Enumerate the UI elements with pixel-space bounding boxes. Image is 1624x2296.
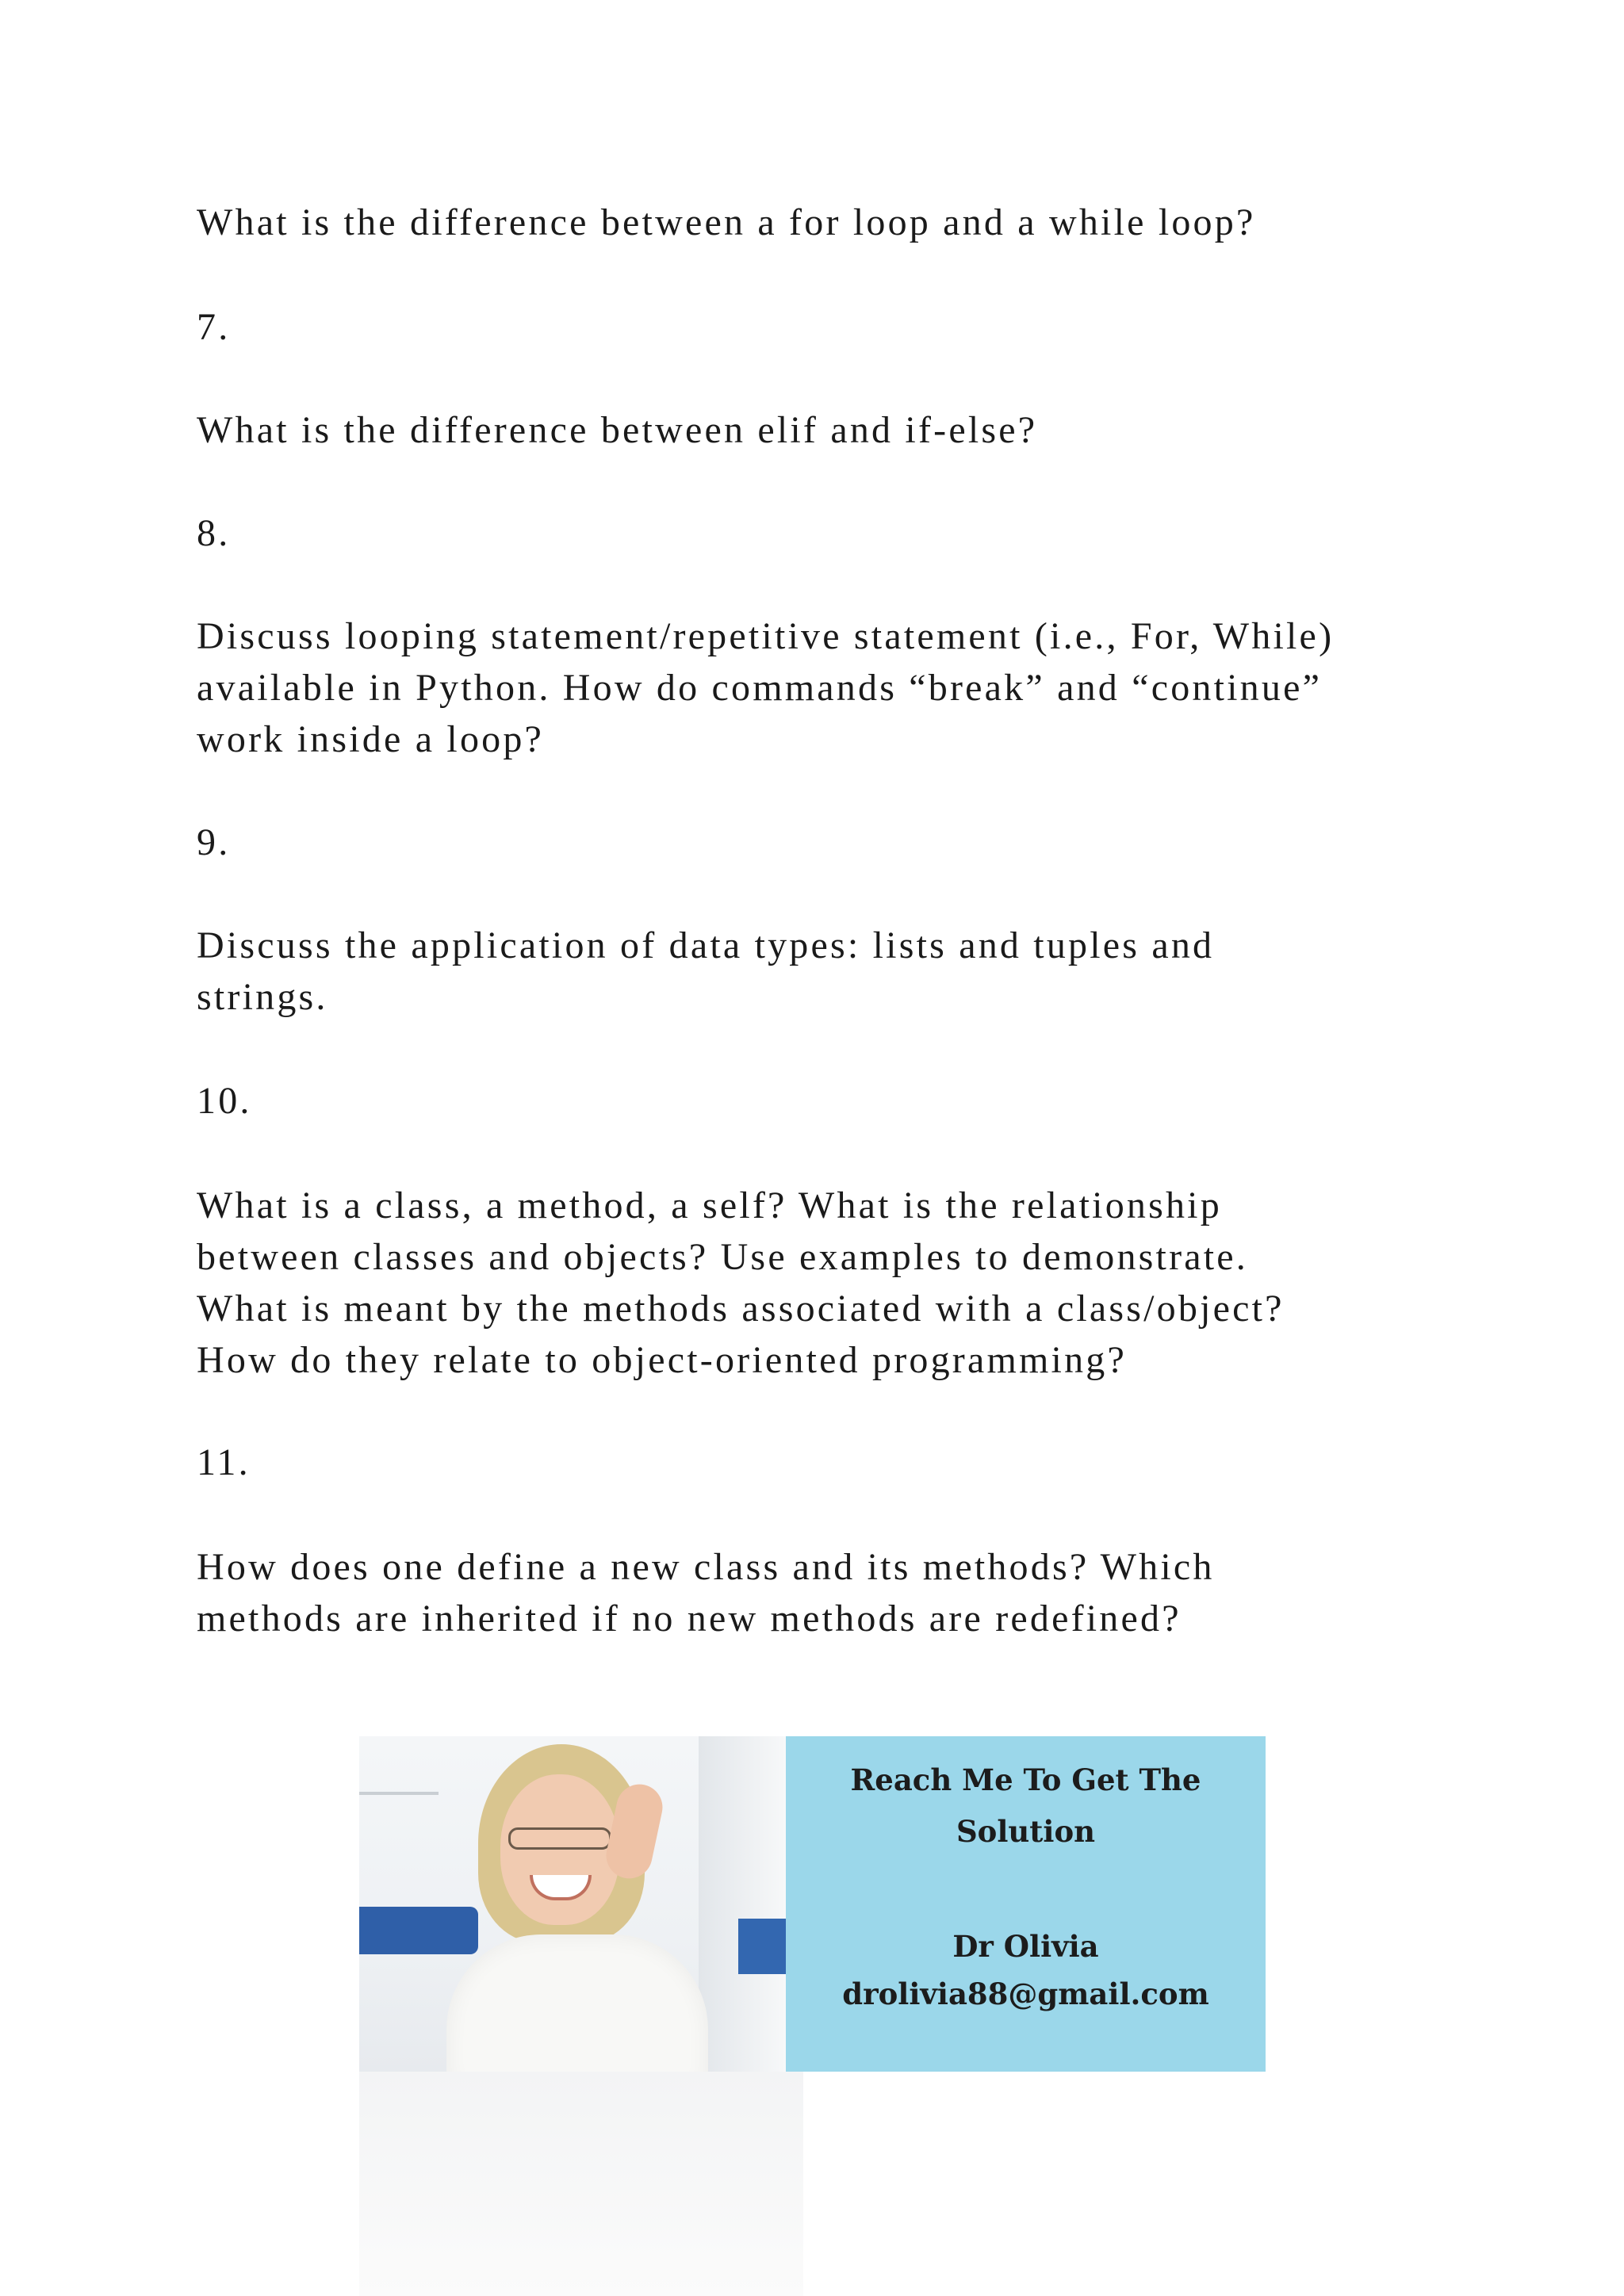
contact-name: Dr Olivia — [952, 1929, 1099, 1964]
photo-reflection — [359, 2072, 803, 2296]
question-6-text: What is the difference between a for loop and a while loop? — [197, 201, 1256, 243]
contact-panel — [786, 1736, 1266, 2072]
question-number-10: 10. — [197, 1080, 252, 1122]
question-number-8: 8. — [197, 512, 231, 554]
question-9-text: Discuss the application of data types: lists and tuples and strings. — [197, 924, 1215, 1018]
question-number-7: 7. — [197, 306, 231, 348]
question-number-9: 9. — [197, 821, 231, 863]
glasses-icon — [508, 1827, 611, 1850]
woman-photo — [359, 1736, 786, 2072]
contact-banner — [359, 1736, 1266, 2072]
question-number-11: 11. — [197, 1441, 251, 1483]
question-7-text: What is the difference between elif and if-else? — [197, 409, 1038, 451]
question-10-text: What is a class, a method, a self? What is the relationship between classes and objects? Use examples to demonstrate. What is meant by the methods associated with a class/object? How do they relate to object-oriented programming? — [197, 1184, 1285, 1381]
banner-headline-line1: Reach Me To Get The — [850, 1762, 1201, 1797]
banner-headline-line2: Solution — [956, 1814, 1096, 1849]
question-11-text: How does one define a new class and its methods? Which methods are inherited if no new methods are redefined? — [197, 1546, 1215, 1640]
question-8-text: Discuss looping statement/repetitive statement (i.e., For, While) available in Python. How do commands “break” and “continue” work inside a loop? — [197, 615, 1335, 760]
contact-email: drolivia88@gmail.com — [842, 1976, 1209, 2011]
